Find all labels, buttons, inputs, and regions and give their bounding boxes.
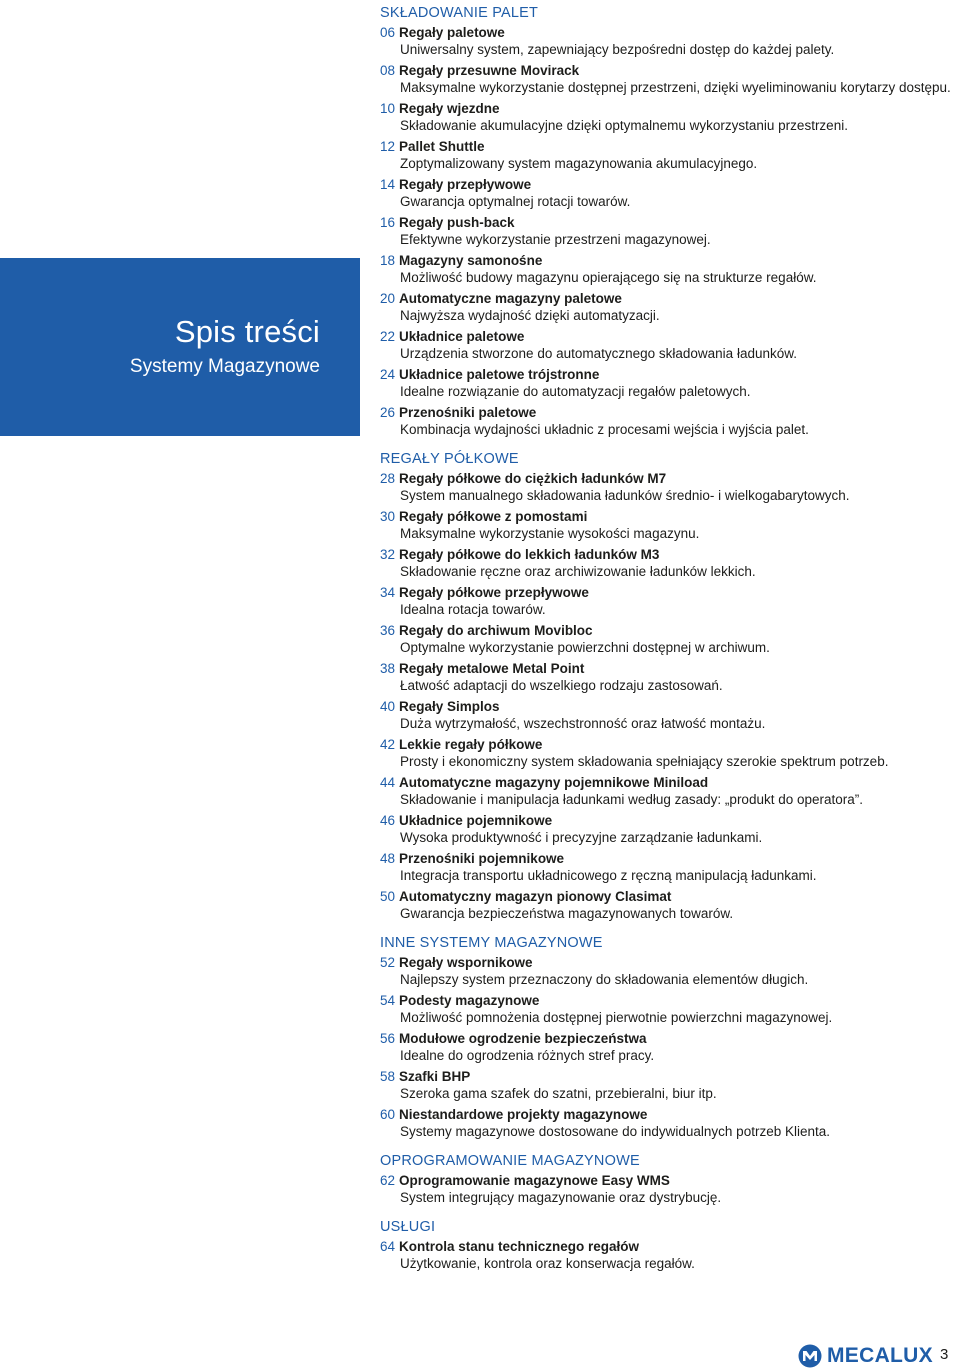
entry-description: Składowanie ręczne oraz archiwizowanie ładunków lekkich. [400,564,756,579]
entry-description: Efektywne wykorzystanie przestrzeni magazynowej. [400,232,711,247]
entry-title: Układnice paletowe trójstronne [399,367,600,382]
entry-title: Regały półkowe z pomostami [399,509,588,524]
table-of-contents [380,4,952,1284]
entry-description: Możliwość pomnożenia dostępnej pierwotnie powierzchni magazynowej. [400,1010,833,1025]
entry-title: Automatyczne magazyny pojemnikowe Miniload [399,775,709,790]
toc-entry [380,252,952,286]
entry-title-line [380,774,952,791]
entry-title-line [380,24,952,41]
entry-description: Maksymalne wykorzystanie dostępnej przestrzeni, dzięki wyeliminowaniu korytarzy dostępu. [400,80,951,95]
entry-title-line [380,584,952,601]
entry-page-number: 24 [380,367,396,382]
entry-title: Regały wspornikowe [399,955,533,970]
toc-entry [380,24,952,58]
toc-section [380,934,952,1140]
entry-title: Lekkie regały półkowe [399,737,543,752]
entry-title: Kontrola stanu technicznego regałów [399,1239,640,1254]
entry-title: Pallet Shuttle [399,139,485,154]
entry-title: Regały Simplos [399,699,500,714]
entry-title-line [380,546,952,563]
entry-description: Maksymalne wykorzystanie wysokości magazynu. [400,526,700,541]
entry-page-number: 18 [380,253,396,268]
toc-section [380,4,952,438]
entry-title: Regały push-back [399,215,515,230]
entry-title-line [380,366,952,383]
entry-description: Szeroka gama szafek do szatni, przebieralni, biur itp. [400,1086,717,1101]
entry-page-number: 60 [380,1107,396,1122]
entry-title-line [380,100,952,117]
toc-entry [380,214,952,248]
entry-page-number: 32 [380,547,396,562]
entry-page-number: 26 [380,405,396,420]
entry-title-line [380,252,952,269]
entry-description: Urządzenia stworzone do automatycznego składowania ładunków. [400,346,797,361]
section-heading: OPROGRAMOWANIE MAGAZYNOWE [380,1153,640,1169]
entry-title: Regały przepływowe [399,177,532,192]
toc-entry [380,736,952,770]
entry-title: Podesty magazynowe [399,993,540,1008]
entry-description: Gwarancja bezpieczeństwa magazynowanych towarów. [400,906,734,921]
mecalux-logo-icon [798,1344,822,1368]
entry-page-number: 46 [380,813,396,828]
entry-title: Przenośniki pojemnikowe [399,851,565,866]
entry-description: Duża wytrzymałość, wszechstronność oraz łatwość montażu. [400,716,766,731]
toc-entry [380,992,952,1026]
entry-title-line [380,328,952,345]
entry-description: Najwyższa wydajność dzięki automatyzacji. [400,308,660,323]
entry-title-line [380,954,952,971]
entry-title: Modułowe ogrodzenie bezpieczeństwa [399,1031,647,1046]
logo-text: MECALUX [827,1344,933,1367]
entry-description: Idealna rotacja towarów. [400,602,546,617]
page-title: Spis treści [174,314,320,349]
entry-title: Regały wjezdne [399,101,500,116]
toc-entry [380,1106,952,1140]
entry-title: Regały paletowe [399,25,505,40]
entry-description: System integrujący magazynowanie oraz dystrybucję. [400,1190,722,1205]
toc-entry [380,508,952,542]
toc-entry [380,366,952,400]
toc-entry [380,660,952,694]
entry-title-line [380,62,952,79]
entry-page-number: 42 [380,737,396,752]
entry-description: Uniwersalny system, zapewniający bezpośredni dostęp do każdej palety. [400,42,835,57]
entry-title: Układnice pojemnikowe [399,813,553,828]
toc-section [380,1218,952,1272]
entry-title: Układnice paletowe [399,329,525,344]
entry-title-line [380,992,952,1009]
entry-page-number: 20 [380,291,396,306]
entry-title-line [380,470,952,487]
entry-page-number: 56 [380,1031,396,1046]
entry-title-line [380,508,952,525]
entry-page-number: 38 [380,661,396,676]
entry-description: Systemy magazynowe dostosowane do indywidualnych potrzeb Klienta. [400,1124,830,1139]
entry-title-line [380,138,952,155]
toc-section [380,450,952,922]
section-heading: SKŁADOWANIE PALET [380,5,539,21]
toc-entry [380,328,952,362]
entry-description: Zoptymalizowany system magazynowania akumulacyjnego. [400,156,758,171]
entry-page-number: 22 [380,329,396,344]
entry-page-number: 54 [380,993,396,1008]
toc-entry [380,138,952,172]
toc-entry [380,584,952,618]
entry-title-line [380,1172,952,1189]
entry-page-number: 30 [380,509,396,524]
entry-description: Idealne rozwiązanie do automatyzacji regałów paletowych. [400,384,751,399]
entry-page-number: 52 [380,955,396,970]
entry-title: Oprogramowanie magazynowe Easy WMS [399,1173,670,1188]
entry-title-line [380,404,952,421]
entry-title: Regały półkowe do ciężkich ładunków M7 [399,471,667,486]
entry-page-number: 50 [380,889,396,904]
entry-description: Możliwość budowy magazynu opierającego się na strukturze regałów. [400,270,817,285]
toc-entry [380,176,952,210]
entry-page-number: 48 [380,851,396,866]
entry-title-line [380,850,952,867]
toc-entry [380,774,952,808]
entry-description: Wysoka produktywność i precyzyjne zarządzanie ładunkami. [400,830,763,845]
entry-description: Gwarancja optymalnej rotacji towarów. [400,194,631,209]
toc-entry [380,1172,952,1206]
entry-title-line [380,1030,952,1047]
entry-page-number: 44 [380,775,396,790]
entry-title: Regały przesuwne Movirack [399,63,580,78]
entry-page-number: 62 [380,1173,396,1188]
entry-page-number: 28 [380,471,396,486]
entry-description: Integracja transportu układnicowego z ręczną manipulacją ładunkami. [400,868,817,883]
entry-title-line [380,698,952,715]
section-heading: USŁUGI [380,1219,436,1235]
toc-entry [380,546,952,580]
entry-page-number: 12 [380,139,396,154]
entry-title: Automatyczne magazyny paletowe [399,291,622,306]
entry-page-number: 16 [380,215,396,230]
entry-page-number: 64 [380,1239,396,1254]
toc-entry [380,698,952,732]
entry-title-line [380,888,952,905]
toc-entry [380,62,952,96]
entry-title-line [380,1106,952,1123]
entry-description: Łatwość adaptacji do wszelkiego rodzaju zastosowań. [400,678,723,693]
toc-entry [380,470,952,504]
entry-page-number: 06 [380,25,396,40]
toc-entry [380,954,952,988]
entry-description: Kombinacja wydajności układnic z procesami wejścia i wyjścia palet. [400,422,809,437]
toc-entry [380,812,952,846]
toc-entry [380,404,952,438]
toc-entry [380,1068,952,1102]
entry-description: Idealne do ogrodzenia różnych stref pracy. [400,1048,655,1063]
toc-section [380,1152,952,1206]
entry-title-line [380,622,952,639]
toc-entry [380,290,952,324]
entry-title-line [380,812,952,829]
toc-entry [380,100,952,134]
entry-description: System manualnego składowania ładunków średnio- i wielkogabarytowych. [400,488,850,503]
toc-entry [380,622,952,656]
entry-page-number: 10 [380,101,396,116]
entry-page-number: 34 [380,585,396,600]
entry-title: Przenośniki paletowe [399,405,537,420]
entry-title-line [380,1238,952,1255]
entry-title: Magazyny samonośne [399,253,543,268]
page-number: 3 [940,1346,949,1363]
entry-page-number: 40 [380,699,396,714]
entry-title-line [380,1068,952,1085]
section-heading: REGAŁY PÓŁKOWE [380,451,519,467]
entry-title: Regały do archiwum Movibloc [399,623,593,638]
section-heading: INNE SYSTEMY MAGAZYNOWE [380,935,603,951]
entry-title: Regały półkowe przepływowe [399,585,589,600]
entry-title-line [380,660,952,677]
entry-title: Szafki BHP [399,1069,471,1084]
entry-description: Składowanie i manipulacja ładunkami według zasady: „produkt do operatora”. [400,792,864,807]
entry-description: Prosty i ekonomiczny system składowania spełniający szerokie spektrum potrzeb. [400,754,889,769]
entry-title: Niestandardowe projekty magazynowe [399,1107,648,1122]
entry-title: Automatyczny magazyn pionowy Clasimat [399,889,672,904]
toc-entry [380,850,952,884]
entry-title-line [380,736,952,753]
toc-entry [380,1238,952,1272]
entry-description: Najlepszy system przeznaczony do składowania elementów długich. [400,972,809,987]
entry-description: Użytkowanie, kontrola oraz konserwacja regałów. [400,1256,695,1271]
entry-title: Regały półkowe do lekkich ładunków M3 [399,547,660,562]
entry-title-line [380,214,952,231]
toc-entry [380,1030,952,1064]
page-subtitle: Systemy Magazynowe [129,356,320,377]
toc-entry [380,888,952,922]
title-panel [0,258,360,436]
mecalux-logo [798,1344,933,1368]
entry-page-number: 58 [380,1069,396,1084]
entry-description: Składowanie akumulacyjne dzięki optymalnemu wykorzystaniu przestrzeni. [400,118,848,133]
entry-description: Optymalne wykorzystanie powierzchni dostępnej w archiwum. [400,640,770,655]
entry-page-number: 08 [380,63,396,78]
entry-page-number: 36 [380,623,396,638]
entry-title-line [380,290,952,307]
entry-title-line [380,176,952,193]
entry-title: Regały metalowe Metal Point [399,661,585,676]
entry-page-number: 14 [380,177,396,192]
